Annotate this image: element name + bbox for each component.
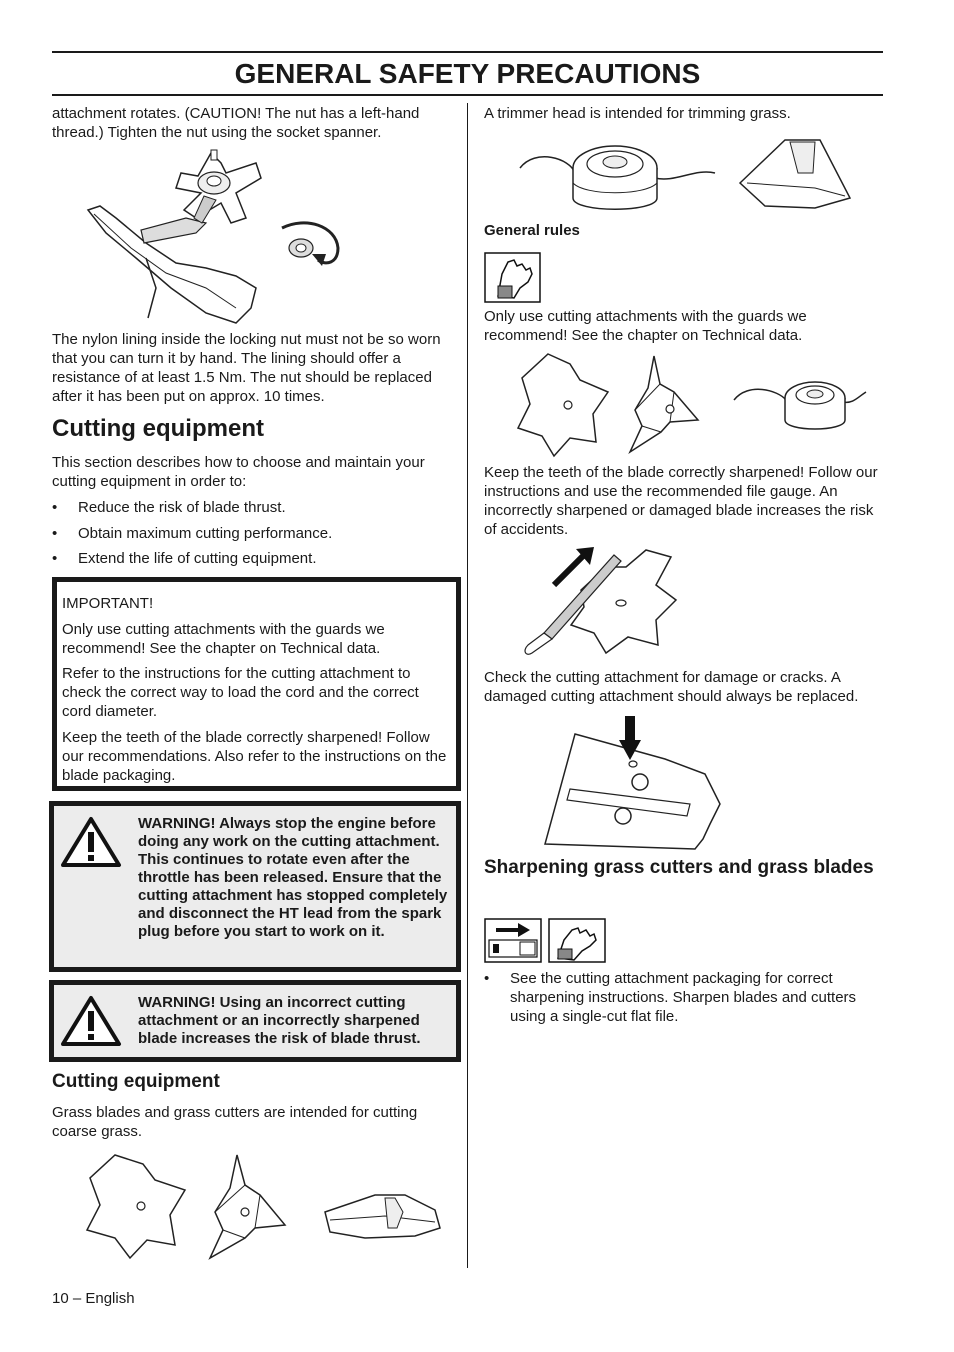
warning-box xyxy=(49,801,461,972)
blades-and-trimmer-illustration xyxy=(518,352,870,456)
header-top-rule xyxy=(52,51,883,53)
important-paragraph: Only use cutting attachments with the guards we recommend! See the chapter on Technical data. xyxy=(62,621,385,657)
list-item: • See the cutting attachment packaging for correct sharpening instructions. Sharpen blades and cutters using a single-cut flat file. xyxy=(484,970,857,1025)
glove-icon xyxy=(484,252,541,303)
damaged-blade-illustration xyxy=(545,714,725,854)
page-footer: 10 – English xyxy=(52,1290,135,1307)
glove-icon xyxy=(548,918,606,963)
grass-blades-illustration xyxy=(85,1150,445,1262)
important-box xyxy=(52,577,461,791)
list-item: • Extend the life of cutting equipment. xyxy=(52,550,317,567)
cutting-equipment-heading: Cutting equipment xyxy=(52,415,264,442)
important-label: IMPORTANT! xyxy=(62,595,154,612)
check-damage-paragraph: Check the cutting attachment for damage or cracks. A damaged cutting attachment should always be replaced. xyxy=(484,669,859,705)
read-manual-icon xyxy=(484,918,542,963)
sharpening-heading: Sharpening grass cutters and grass blades xyxy=(484,857,874,878)
intro-paragraph: attachment rotates. (CAUTION! The nut has a left-hand thread.) Tighten the nut using the socket spanner. xyxy=(52,105,420,141)
warning-triangle-icon xyxy=(60,995,122,1047)
list-item: • Reduce the risk of blade thrust. xyxy=(52,499,286,516)
section-intro-paragraph: This section describes how to choose and maintain your cutting equipment in order to: xyxy=(52,454,425,490)
blade-mounting-illustration xyxy=(86,148,346,328)
trimmer-head-illustration xyxy=(515,128,855,218)
warning-text: WARNING! Using an incorrect cutting attachment or an incorrectly sharpened blade increases the risk of blade thrust. xyxy=(138,994,421,1047)
list-item: • Obtain maximum cutting performance. xyxy=(52,525,333,542)
column-divider xyxy=(467,103,468,1268)
file-sharpening-illustration xyxy=(516,545,676,657)
trimmer-head-paragraph: A trimmer head is intended for trimming grass. xyxy=(484,105,791,122)
guards-paragraph: Only use cutting attachments with the guards we recommend! See the chapter on Technical data. xyxy=(484,308,807,344)
teeth-sharpened-paragraph: Keep the teeth of the blade correctly sharpened! Follow our instructions and use the recommended file gauge. An incorrectly sharpened or damaged blade increases the risk of accidents. xyxy=(484,464,878,538)
general-rules-heading: General rules xyxy=(484,222,580,239)
important-paragraph: Refer to the instructions for the cutting attachment to check the correct way to load the cord and the correct cord diameter. xyxy=(62,665,419,720)
nylon-lining-paragraph: The nylon lining inside the locking nut must not be so worn that you can turn it by hand. The lining should offer a resistance of at least 1.5 Nm. The nut should be replaced after it has been put on approx. 10 times. xyxy=(52,331,441,405)
header-bottom-rule xyxy=(52,94,883,96)
important-paragraph: Keep the teeth of the blade correctly sharpened! Follow our recommendations. Also refer to the instructions on the blade packaging. xyxy=(62,729,447,784)
warning-triangle-icon xyxy=(60,816,122,868)
warning-box xyxy=(49,980,461,1062)
grass-blades-paragraph: Grass blades and grass cutters are intended for cutting coarse grass. xyxy=(52,1104,418,1140)
cutting-equipment-subheading: Cutting equipment xyxy=(52,1071,220,1092)
page-title: GENERAL SAFETY PRECAUTIONS xyxy=(234,58,701,89)
warning-text: WARNING! Always stop the engine before doing any work on the cutting attachment. This continues to rotate even after the throttle has been released. Ensure that the cutting attachment has stopped completely and disconnect the HT lead from the spark plug before you start to work on it. xyxy=(138,815,448,940)
